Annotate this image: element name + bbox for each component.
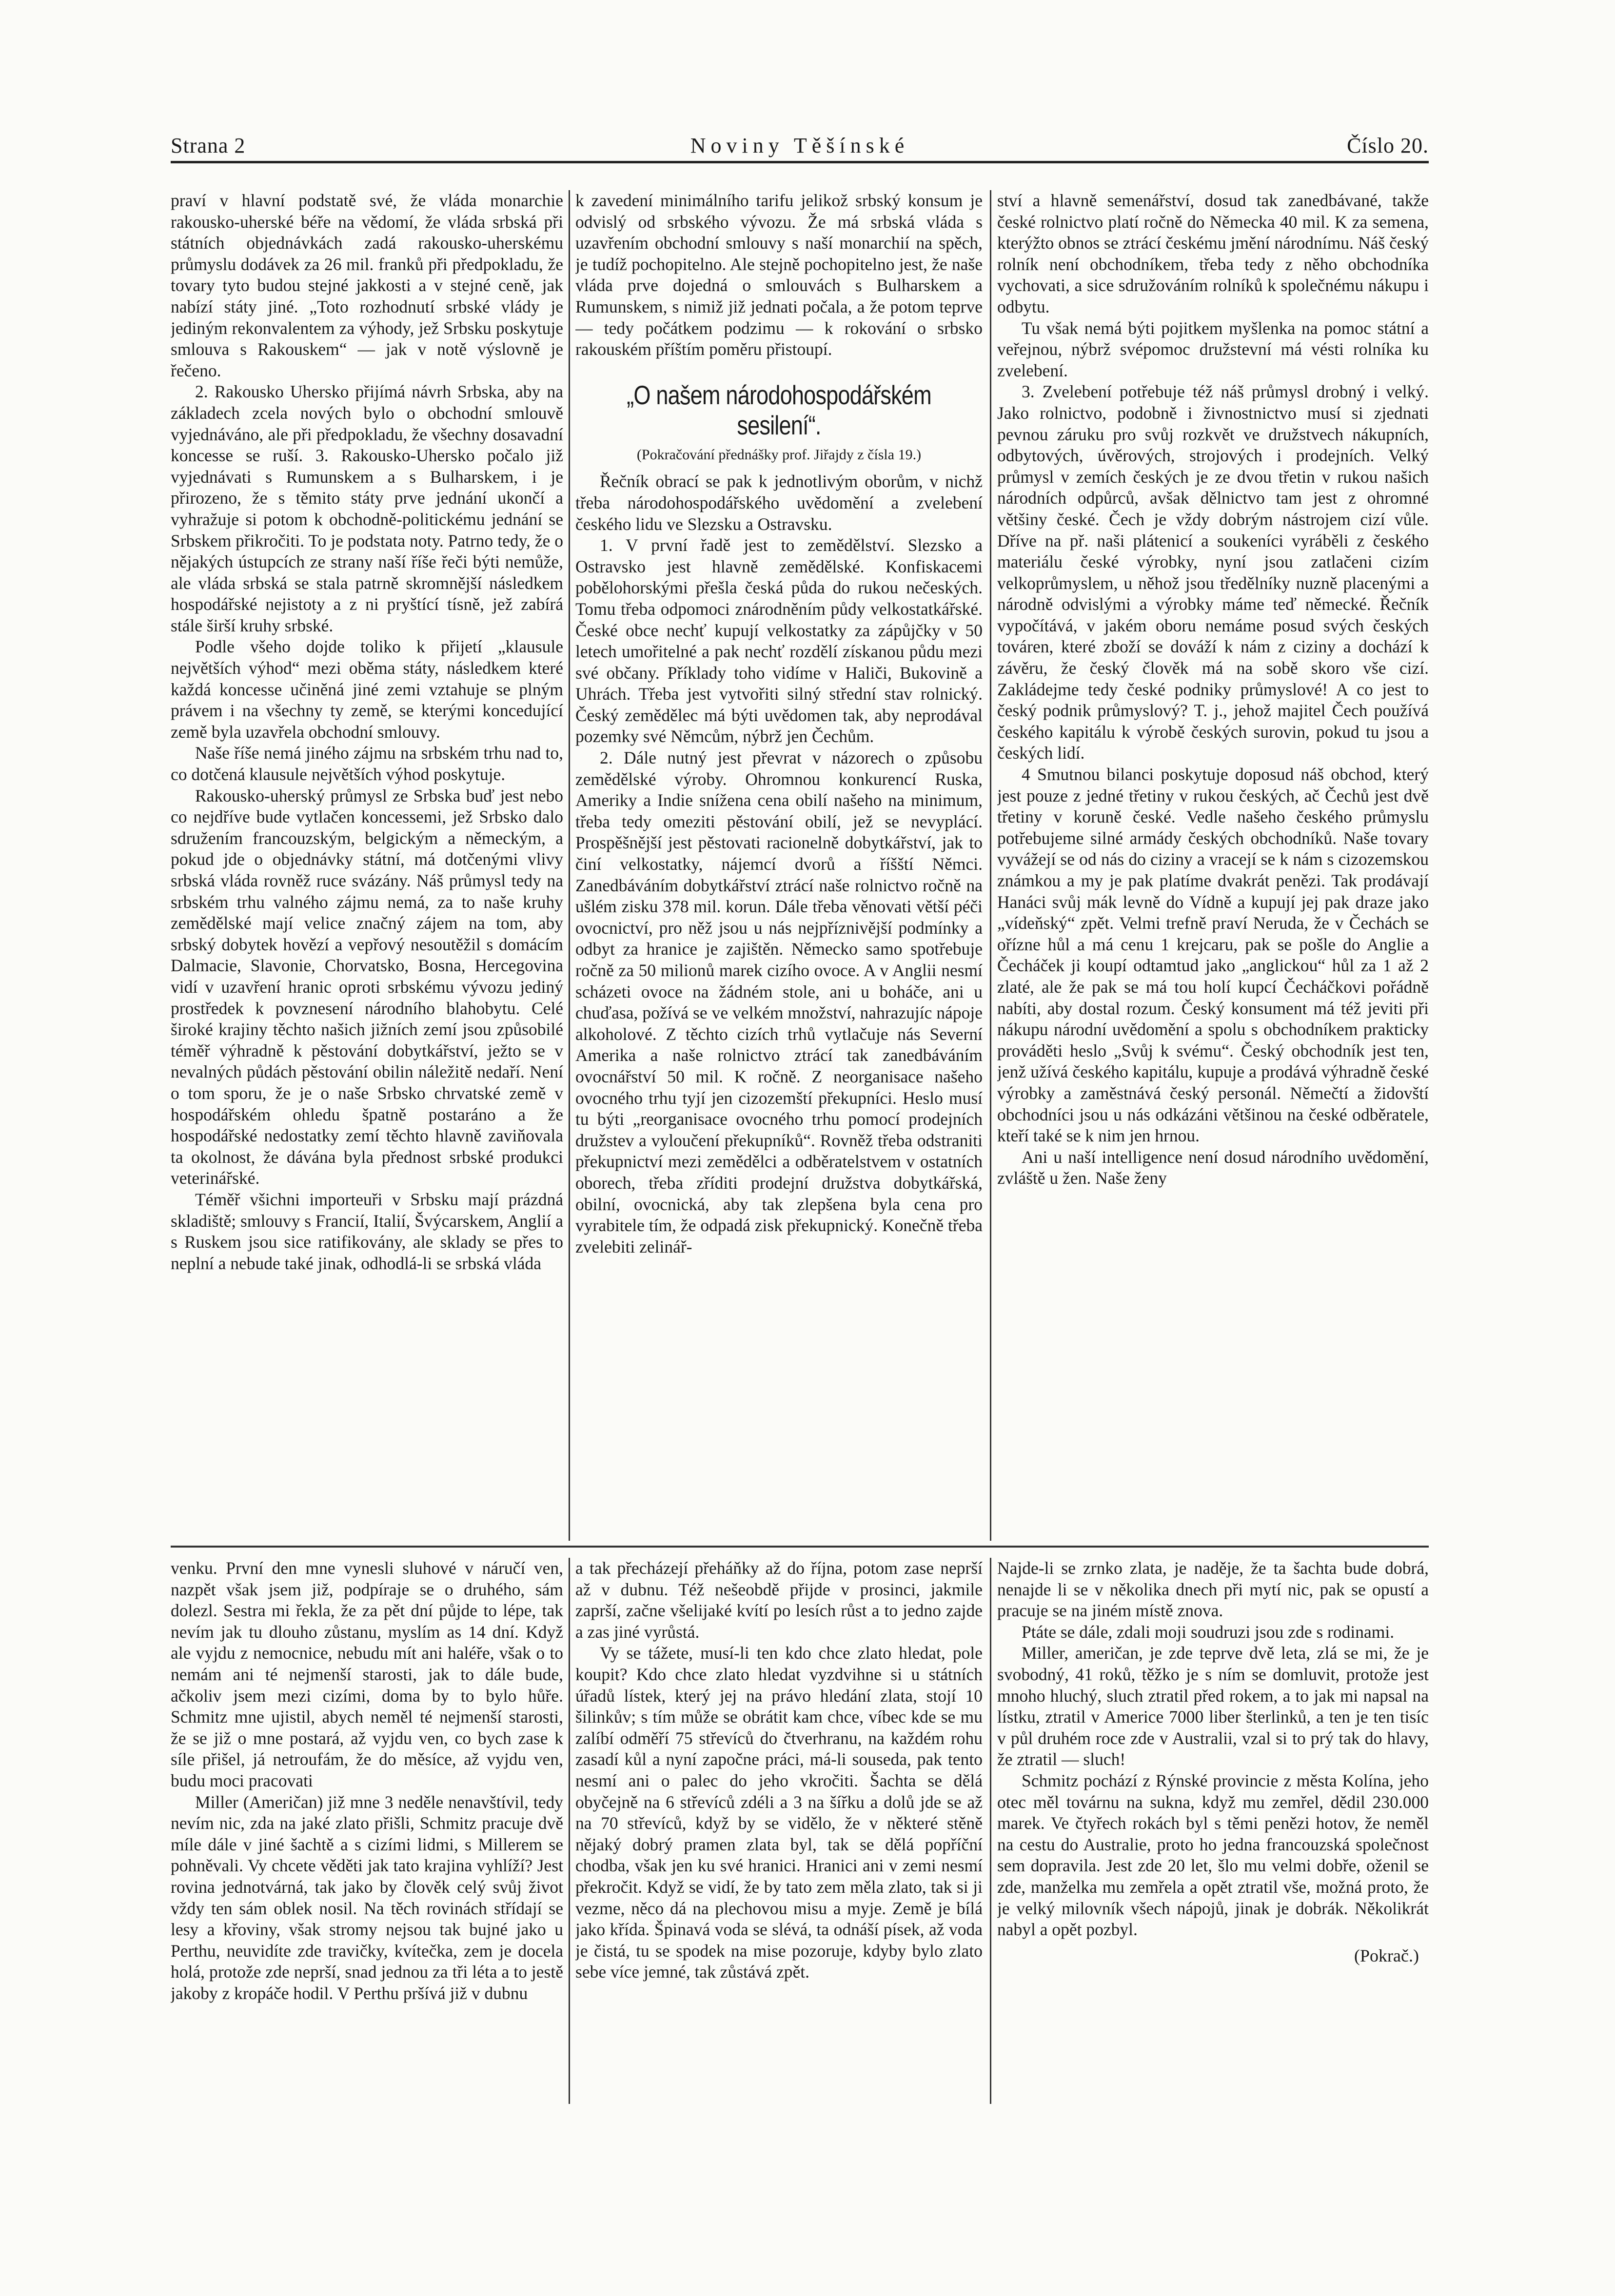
article-subtitle: (Pokračování přednášky prof. Jiřajdy z čísla 19.)	[636, 446, 922, 463]
column-3	[997, 190, 1429, 1536]
paragraph: Řečník obrací se pak k jednotlivým oborům, v nichž třeba národohospodářského uvědomění a zvelebení českého lidu ve Slezsku a Ostravsku.	[575, 471, 983, 534]
paragraph: 2. Rakousko Uhersko přijímá návrh Srbska, aby na základech zcela nových bylo o obchodní smlouvě vyjednáváno, ale při předpokladu, že všechny dosavadní koncesse se ruší. 3. Rakousko-Uhersko počalo již vyjednávati s Rumunskem a s Bulharskem, i je přirozeno, že s těmito státy prve jednání ukončí a vyhražuje si potom k obchodně-politickému jednání se Srbskem přikročiti. To je podstata noty. Patrno tedy, že o nějakých ústupcích ze strany naší říše řeči býti nemůže, ale vláda srbská se stala patrně skromnější následkem hospodářské nejistoty a z ni pryštící tísně, jež zabírá stále širší kruhy srbské.	[171, 382, 563, 635]
paragraph: Vy se tážete, musí-li ten kdo chce zlato hledat, pole koupit? Kdo chce zlato hledat vyzdvihne si u státních úřadů lístek, který jej na právo hledání zlata, stojí 10 šilinkův; s tím může se obrátit kam chce, víbec kde se mu zalíbí odměří 75 střevíců do čtverhranu, na každém rohu zasadí kůl a nyní započne práci, má-li souseda, pak tento nesmí ani o palec do jeho vkročiti. Šachta se dělá obyčejně na 6 střevíců zdéli a 3 na šířku a dolů jde se až na 70 střevíců, když by se vidělo, že v některé stěně nějaký dobrý pramen zlata byl, tak se dělá popříční chodba, však jen ku své hranici. Hranici ani v zemi nesmí překročit. Když se vidí, že by tato zem měla zlato, tak si ji vezme, něco dá na plechovou misu a myje. Země je bílá jako křída. Špinavá voda se slévá, ta odnáší písek, až voda je čistá, tu se spodek na mise pozoruje, kdyby bylo zlato sebe více jemné, tak zůstává zpět.	[575, 1643, 983, 1982]
article-title: „O našem národohospodářském sesilení“.	[627, 379, 931, 440]
paragraph: 2. Dále nutný jest převrat v názorech o způsobu zemědělské výroby. Ohromnou konkurencí Ruska, Ameriky a Indie snížena cena obilí našeho na minimum, třeba tedy omeziti pěstování obilí, jež se nevyplácí. Prospěšnější jest pěstovati racionelně dobytkářství, jak to činí velkostatky, nájemcí dvorů a říšští Němci. Zanedbáváním dobytkářství ztrácí naše rolnictvo ročně na ušlém zisku 378 mil. korun. Dále třeba věnovati větší péči ovocnictví, pro něž jsou u nás nejpříznivější podmínky a odbyt za hranice je zajištěn. Německo samo spotřebuje ročně za 50 milionů marek cizího ovoce. A v Anglii nesmí scházeti ovoce na žádném stole, ani u boháče, ani u chuďasa, požívá se ve velkém množství, nahrazujíc nápoje alkoholové. Z těchto cizích trhů vytlačuje nás Severní Amerika a naše rolnictvo ztrácí tak zanedbáváním ovocnářství 50 mil. K ročně. Z neorganisace našeho ovocného trhu tyjí jen cizozemští překupníci. Heslo musí tu býti „reorganisace ovocného trhu pomocí prodejních družstev a vyloučení překupníků“. Rovněž třeba odstraniti překupnictví mezi zemědělci a odběratelstvem v ostatních oborech, třeba zříditi prodejní družstva dobytkářská, obilní, ovocnická, aby tak zlepšena byla cena pro vyrabitele tím, že odpadá zisk překupnický. Konečně třeba zvelebiti zelinář-	[575, 748, 983, 1256]
paragraph: praví v hlavní podstatě své, že vláda monarchie rakousko-uherské béře na vědomí, že vláda srbská při státních objednávkách zadá rakousko-uherskému průmyslu dodávek za 26 mil. franků při předpokladu, že tovary tyto budou stejné jakkosti a v stejné ceně, jak nabízí státy jiné. „Toto rozhodnutí srbské vlády je jediným rekonvalentem za výhody, jež Srbsku poskytuje smlouva s Rakouskem“ — jak v notě výslovně je řečeno.	[171, 191, 563, 380]
paragraph: k zavedení minimálního tarifu jelikož srbský konsum je odvislý od srbského vývozu. Že má srbská vláda s uzavřením obchodní smlouvy s naší monarchií na spěch, je tudíž pochopitelno. Ale stejně pochopitelno jest, že naše vláda prve dojedná o smlouvách s Bulharskem a Rumunskem, s nimiž již jednati počala, a že potom teprve — tedy počátkem podzimu — k rokování o srbsko rakouském příštím poměru přistoupí.	[575, 191, 983, 359]
newspaper-title: Noviny Těšínské	[690, 134, 909, 157]
continuation-note: (Pokrač.)	[1354, 1945, 1419, 1965]
paragraph: Najde-li se zrnko zlata, je naděje, že ta šachta bude dobrá, nenajde li se v několika dnech při mytí nic, pak se opustí a pracuje se na jiném místě znova.	[997, 1558, 1429, 1621]
paragraph: Naše říše nemá jiného zájmu na srbském trhu nad to, co dotčená klausule největších výhod poskytuje.	[171, 743, 563, 785]
paragraph: Miller (Američan) již mne 3 neděle nenavštívil, tedy nevím nic, zda na jaké zlato přišli, Schmitz pracuje dvě míle dále v jiné šachtě a s cizími lidmi, s Millerem se pohněvali. Vy chcete věděti jak tato krajina vyhlíží? Jest rovina jednotvárná, tak jako by člověk celý svůj život vždy ten sám oblek nosil. Na těch rovinách střídají se lesy a křoviny, však stromy nejsou tak bujné jako u Perthu, neuvidíte zde travičky, kvítečka, zem je docela holá, protože zde neprší, snad jednou za tři léta a to jestě jakoby z kropáče hodil. V Perthu pršívá již v dubnu	[171, 1792, 563, 2003]
column-divider	[569, 190, 570, 1541]
feuilleton-column-1	[171, 1558, 563, 2109]
paragraph: ství a hlavně semenářství, dosud tak zanedbávané, takže české rolnictvo platí ročně do Německa 40 mil. K za semena, kterýžto obnos se ztrácí českému jmění národnímu. Náš český rolník není obchodníkem, třeba tedy z něho obchodníka vychovati, a sice sdružováním rolníků k společnému nákupu i odbytu.	[997, 191, 1429, 316]
column-divider	[990, 190, 991, 1541]
page-number: Strana 2	[171, 134, 246, 157]
feuilleton-column-2	[575, 1558, 983, 2109]
feuilleton-column-3	[997, 1558, 1429, 2109]
column-divider	[569, 1558, 570, 2104]
paragraph: Ptáte se dále, zdali moji soudruzi jsou zde s rodinami.	[1022, 1622, 1395, 1642]
paragraph: Miller, američan, je zde teprve dvě leta, zlá se mi, že je svobodný, 41 roků, těžko je s ním se domluvit, protože jest mnoho hluchý, sluch ztratil před rokem, a to jak mi napsal na lístku, ztratil v Americe 7000 liber šterlinků, a ten je ten tisíc v půl druhém roce zde v Australii, vzal si to prý tak do hlavy, že ztratil — sluch!	[997, 1643, 1429, 1769]
paragraph: Téměř všichni importeuři v Srbsku mají prázdná skladiště; smlouvy s Francií, Italií, Švýcarskem, Anglií a s Ruskem jsou sice ratifikovány, ale sklady se přes to neplní a nebude také jinak, odhodlá-li se srbská vláda	[171, 1189, 563, 1273]
paragraph: Schmitz pochází z Rýnské provincie z města Kolína, jeho otec měl továrnu na sukna, když mu zemřel, dědil 230.000 marek. Ve čtyřech rokách byl s těmi penězi hotov, že neměl na cestu do Australie, proto ho jedna francouzská společnost sem dopravila. Jest zde 20 let, šlo mu velmi dobře, oženil se zde, manželka mu zemřela a opět ztratil vše, možná proto, že je velký milovník všech nápojů, jinak je dobrák. Několikrát nabyl a opět pozbyl.	[997, 1770, 1429, 1940]
column-2	[575, 190, 983, 1536]
page-header	[171, 132, 1429, 163]
paragraph: Rakousko-uherský průmysl ze Srbska buď jest nebo co nejdříve bude vytlačen koncessemi, jež Srbsko dalo sdružením francouzským, belgickým a německým, a pokud jde o objednávky státní, má dotčenými vlivy srbská vláda rovněž ruce svázány. Náš průmysl tedy na srbském trhu valného zájmu nemá, za to naše kruhy zemědělské mají velice značný zájem na tom, aby srbský dobytek hovězí a vepřový nesoutěžil s domácím Dalmacie, Slavonie, Chorvatsko, Bosna, Hercegovina vidí v uzavření hranic oproti srbskému vývozu jediný prostředek k povznesení národního blahobytu. Celé široké krajiny těchto našich jižních zemí jsou způsobilé téměř výhradně k pěstování dobytkářství, ježto se v nevalných půdách pěstování obilin náležitě nedaří. Není o tom sporu, že je o naše Srbsko chrvatské země v hospodářském ohledu špatně postaráno a že hospodářské nedostatky zemí těchto hlavně zaviňovala ta okolnost, že dávána byla přednost srbské produkci veterinářské.	[171, 785, 563, 1188]
paragraph: 3. Zvelebení potřebuje též náš průmysl drobný i velký. Jako rolnictvo, podobně i živnostnictvo musí si zjednati pevnou záruku pro svůj rozkvět ve družstvech nákupních, odbytových, úvěrových, strojových i prodejních. Velký průmysl v zemích českých je ze dvou třetin v rukou našich národních odpůrců, avšak dělnictvo tam jest z ohromné většiny české. Čech je vždy dobrým nástrojem cizí vůle. Dříve na př. naši plátenicí a soukeníci vyráběli z českého materiálu české výrobky, nyní jsou zatlačeni cizím velkoprůmyslem, u něhož jsou tředělníky nuzně placenými a národně odvislými a výrobky máme teď německé. Řečník vypočítává, v jakém oboru nemáme posud svých českých továren, které zboží se dováží k nám z ciziny a dochází k závěru, že český člověk má na sobě skoro vše cizí. Zakládejme tedy české podniky průmyslové! A co jest to český podnik průmyslový? T. j., jehož majitel Čech používá českého kapitálu k výrobě českých surovin, pokud tu jsou a českých lidí.	[997, 382, 1429, 763]
paragraph: 4 Smutnou bilanci poskytuje doposud náš obchod, který jest pouze z jedné třetiny v rukou českých, ač Čechů jest dvě třetiny v koruně české. Vedle našeho českého průmyslu potřebujeme silné armády českých obchodníků. Naše tovary vyvážejí se od nás do ciziny a vracejí se k nám s cizozemskou známkou a my je pak platíme dvakrát penězi. Tak prodávají Hanáci svůj mák levně do Vídně a kupují jej pak draze jako „vídeňský“ zpět. Velmi trefně praví Neruda, že v Čechách se ořízne hůl a má cenu 1 krejcaru, pak se pošle do Anglie a Čecháček ji koupí odtamtud jako „anglickou“ hůl za 1 až 2 zlaté, ale že pak se má tou holí kupcí Čecháčkovi pořádně nabíti, aby dostal rozum. Český konsument má též jeviti při nákupu národní uvědomění a spolu s obchodníkem prakticky prováděti heslo „Svůj k svému“. Český obchodník jest ten, jenž užívá českého kapitálu, kupuje a prodává výhradně české výrobky a zaměstnává český personál. Němečtí a židovští obchodníci jsou u nás odkázáni většinou na české odběratele, kteří také se k nim jen hrnou.	[997, 765, 1429, 1146]
paragraph: a tak přecházejí přeháňky až do října, potom zase neprší až v dubnu. Též nešeobdě přijde v prosinci, jakmile zaprší, začne všelijaké kvítí po lesích růst a to jedno zajde a zas jiné vyrůstá.	[575, 1558, 983, 1642]
issue-number: Číslo 20.	[1347, 134, 1429, 157]
section-divider	[171, 1546, 1429, 1548]
column-divider	[990, 1558, 991, 2104]
paragraph: Podle všeho dojde toliko k přijetí „klausule největších výhod“ mezi oběma státy, následkem které každá koncesse učiněná jiné zemi vztahuje se plným právem i na všechny ty země, se kterými koncedující země byla uzavřela obchodní smlouvy.	[171, 637, 563, 742]
paragraph: Ani u naší intelligence není dosud národního uvědomění, zvláště u žen. Naše ženy	[997, 1147, 1429, 1188]
column-1	[171, 190, 563, 1536]
paragraph: Tu však nemá býti pojitkem myšlenka na pomoc státní a veřejnou, nýbrž svépomoc družstevní má vésti rolníka ku zvelebení.	[997, 318, 1429, 380]
paragraph: 1. V první řadě jest to zemědělství. Slezsko a Ostravsko jest hlavně zemědělské. Konfiskacemi pobělohorskými přešla česká půda do rukou nečeských. Tomu třeba odpomoci znárodněním půdy velkostatkářské. České obce nechť kupují velkostatky za zápůjčky v 50 letech umořitelné a pak nechť rozdělí získanou půdu mezi své občany. Příklady toho vidíme v Haliči, Bukovině a Uhrách. Třeba jest vytvořiti silný střední stav rolnický. Český zemědělec má býti uvědomen tak, aby neprodával pozemky své Němcům, nýbrž jen Čechům.	[575, 535, 983, 746]
paragraph: venku. První den mne vynesli sluhové v náručí ven, nazpět však jsem již, podpíraje se o druhého, sám dolezl. Sestra mi řekla, že za pět dní půjde to lépe, tak nevím jak tu dlouho zůstanu, myslím as 14 dní. Když ale vyjdu z nemocnice, nebudu mít ani haléře, však o to nemám ani té nejmenší starosti, jak to dále bude, ačkoliv jsem mezi cizími, doma by to bylo hůře. Schmitz mne ujistil, abych neměl té nejmenší starosti, že se již o mne postará, až vyjdu ven, co bych zase k síle přišel, já netroufám, že do měsíce, až vyjdu ven, budu moci pracovati	[171, 1558, 563, 1790]
